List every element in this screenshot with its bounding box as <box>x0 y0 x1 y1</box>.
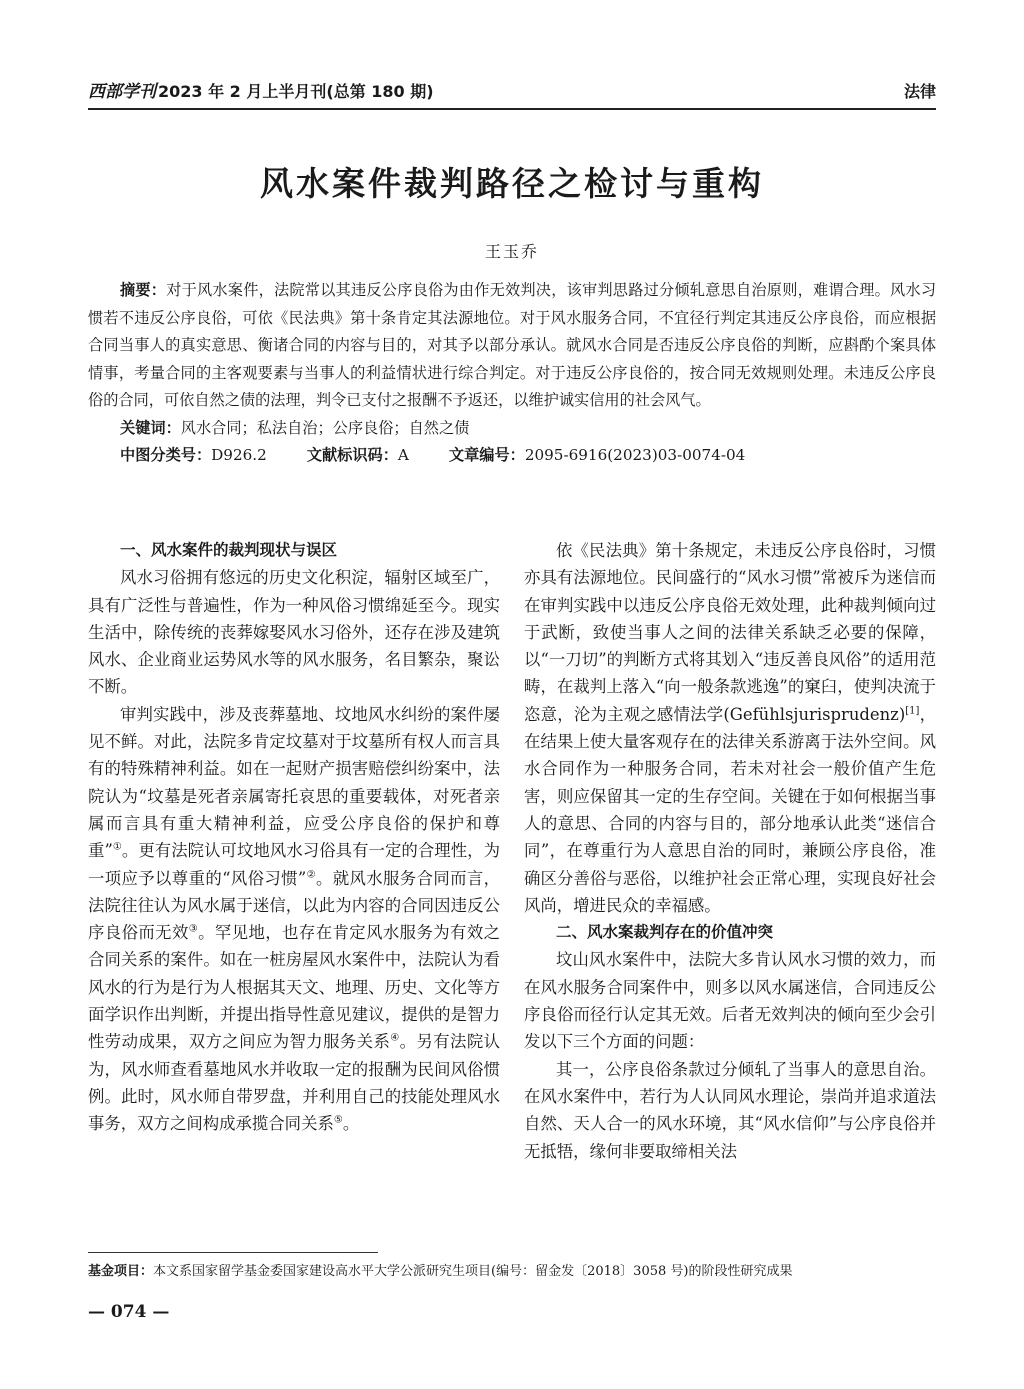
text-run: 。罕见地，也存在肯定风水服务为有效之合同关系的案件。如在一桩房屋风水案件中，法院认为看风水的行为是行为人根据其天文、地理、历史、文化等方面学识作出判断，并提出指导性意见建议，提供的是智力性劳动成果，双方之间应为智力服务关系 <box>88 923 501 1052</box>
text-run: 。 <box>342 1114 360 1134</box>
clc-value: D926.2 <box>211 446 267 464</box>
footnote-ref[interactable]: ① <box>112 841 122 853</box>
paragraph: 坟山风水案件中，法院大多肯认风水习惯的效力，而在风水服务合同案件中，则多以风水属迷信，合同违反公序良俗而径行认定其无效。后者无效判决的倾向至少会引发以下三个方面的问题： <box>524 950 936 1052</box>
keywords <box>88 415 936 443</box>
doc-value: A <box>397 446 409 464</box>
article-label: 文章编号： <box>448 446 525 464</box>
footnote-ref[interactable]: ② <box>306 869 316 881</box>
footnote-ref[interactable]: ⑤ <box>333 1114 343 1126</box>
citation-ref[interactable]: [1] <box>905 705 920 717</box>
text-run: 。另有法院认为，风水师查看墓地风水并收取一定的报酬为民间风俗惯例。此时，风水师自带罗盘，并利用自己的技能处理风水事务，双方之间构成承揽合同关系 <box>88 1032 501 1134</box>
article-value: 2095-6916(2023)03-0074-04 <box>524 446 746 464</box>
classification-line <box>88 442 936 470</box>
text-run: ，在结果上使大量客观存在的法律关系游离于法外空间。风水合同作为一种服务合同，若未对社会一般价值产生危害，则应保留其一定的生存空间。关键在于如何根据当事人的意思、合同的内容与目的，部分地承认此类“迷信合同”，在尊重行为人意思自治的同时，兼顾公序良俗，准确区分善俗与恶俗，以维护社会正常心理，实现良好社会风尚，增进民众的幸福感。 <box>524 704 937 915</box>
clc-label: 中图分类号： <box>120 446 212 464</box>
article-number <box>449 442 745 470</box>
section-2-heading: 二、风水案裁判存在的价值冲突 <box>556 923 774 942</box>
funding-label: 基金项目： <box>88 1264 154 1279</box>
running-header <box>88 70 936 110</box>
footnote-divider <box>88 1252 378 1253</box>
paragraph: 其一，公序良俗条款过分倾轧了当事人的意思自治。在风水案件中，若行为人认同风水理论，崇尚并追求道法自然、天人合一的风水环境，其“风水信仰”与公序良俗并无抵牾，缘何非要取缔相关法 <box>524 1059 936 1161</box>
right-column <box>524 537 936 1165</box>
paragraph <box>88 701 500 1138</box>
abstract-label: 摘要： <box>120 281 167 299</box>
footnote-ref[interactable]: ④ <box>390 1032 400 1044</box>
funding-text: 本文系国家留学基金委国家建设高水平大学公派研究生项目(编号：留金发〔2018〕3058 号)的阶段性研究成果 <box>153 1264 793 1279</box>
journal-name: 西部学刊 <box>88 82 156 102</box>
author-name: 王玉乔 <box>484 242 539 261</box>
funding-footnote <box>88 1262 936 1282</box>
section-label: 法律 <box>903 82 936 101</box>
paragraph: 风水习俗拥有悠远的历史文化积淀，辐射区域至广，具有广泛性与普遍性，作为一种风俗习惯绵延至今。现实生活中，除传统的丧葬嫁娶风水习俗外，还存在涉及建筑风水、企业商业运势风水等的风水服务，名目繁杂，聚讼不断。 <box>88 568 500 697</box>
keywords-label: 关键词： <box>120 418 181 437</box>
page-number: — 074 — <box>88 1302 170 1322</box>
doc-code <box>307 442 409 470</box>
article-title: 风水案件裁判路径之检讨与重构 <box>260 164 764 203</box>
journal-info <box>88 77 434 102</box>
text-run: 依《民法典》第十条规定，未违反公序良俗时，习惯亦具有法源地位。民间盛行的“风水习惯”常被斥为迷信而在审判实践中以违反公序良俗无效处理，此种裁判倾向过于武断，致使当事人之间的法律关系缺乏必要的保障，以“一刀切”的判断方式将其划入“违反善良风俗”的适用范畴，在裁判上落入“向一般条款逃逸”的窠臼，使判决流于恣意，沦为主观之感情法学(Gefühlsjurisprudenz) <box>524 541 936 724</box>
paragraph <box>524 537 936 919</box>
abstract <box>88 277 936 415</box>
text-run: 。更有法院认可坟地风水习俗具有一定的合理性，为一项应予以尊重的“风俗习惯” <box>88 841 501 888</box>
front-matter <box>88 277 936 470</box>
footnote-ref[interactable]: ③ <box>188 923 199 935</box>
left-column <box>88 537 500 1138</box>
abstract-text: 对于风水案件，法院常以其违反公序良俗为由作无效判决，该审判思路过分倾轧意思自治原则，难谓合理。风水习惯若不违反公序良俗，可依《民法典》第十条肯定其法源地位。对于风水服务合同，不宜径行判定其违反公序良俗，而应根据合同当事人的真实意思、衡诸合同的内容与目的，对其予以部分承认。就风水合同是否违反公序良俗的判断，应斟酌个案具体情事，考量合同的主客观要素与当事人的利益情状进行综合判定。对于违反公序良俗的，按合同无效规则处理。未违反公序良俗的合同，可依自然之债的法理，判令已支付之报酬不予返还，以维护诚实信用的社会风气。 <box>88 281 937 409</box>
section-1-heading: 一、风水案件的裁判现状与误区 <box>120 541 338 559</box>
doc-label: 文献标识码： <box>306 446 398 464</box>
clc-code <box>120 442 267 470</box>
text-run: 审判实践中，涉及丧葬墓地、坟地风水纠纷的案件屡见不鲜。对此，法院多肯定坟墓对于坟墓所有权人而言具有的特殊精神利益。如在一起财产损害赔偿纠纷案中，法院认为“坟墓是死者亲属寄托哀思的重要载体，对死者亲属而言具有重大精神利益，应受公序良俗的保护和尊重” <box>88 704 500 861</box>
text-run: 。就风水服务合同而言，法院往往认为风水属于迷信，以此为内容的合同因违反公序良俗而无效 <box>88 868 501 943</box>
keywords-text: 风水合同；私法自治；公序良俗；自然之债 <box>180 418 470 437</box>
issue-info: 2023 年 2 月上半月刊(总第 180 期) <box>158 82 434 101</box>
